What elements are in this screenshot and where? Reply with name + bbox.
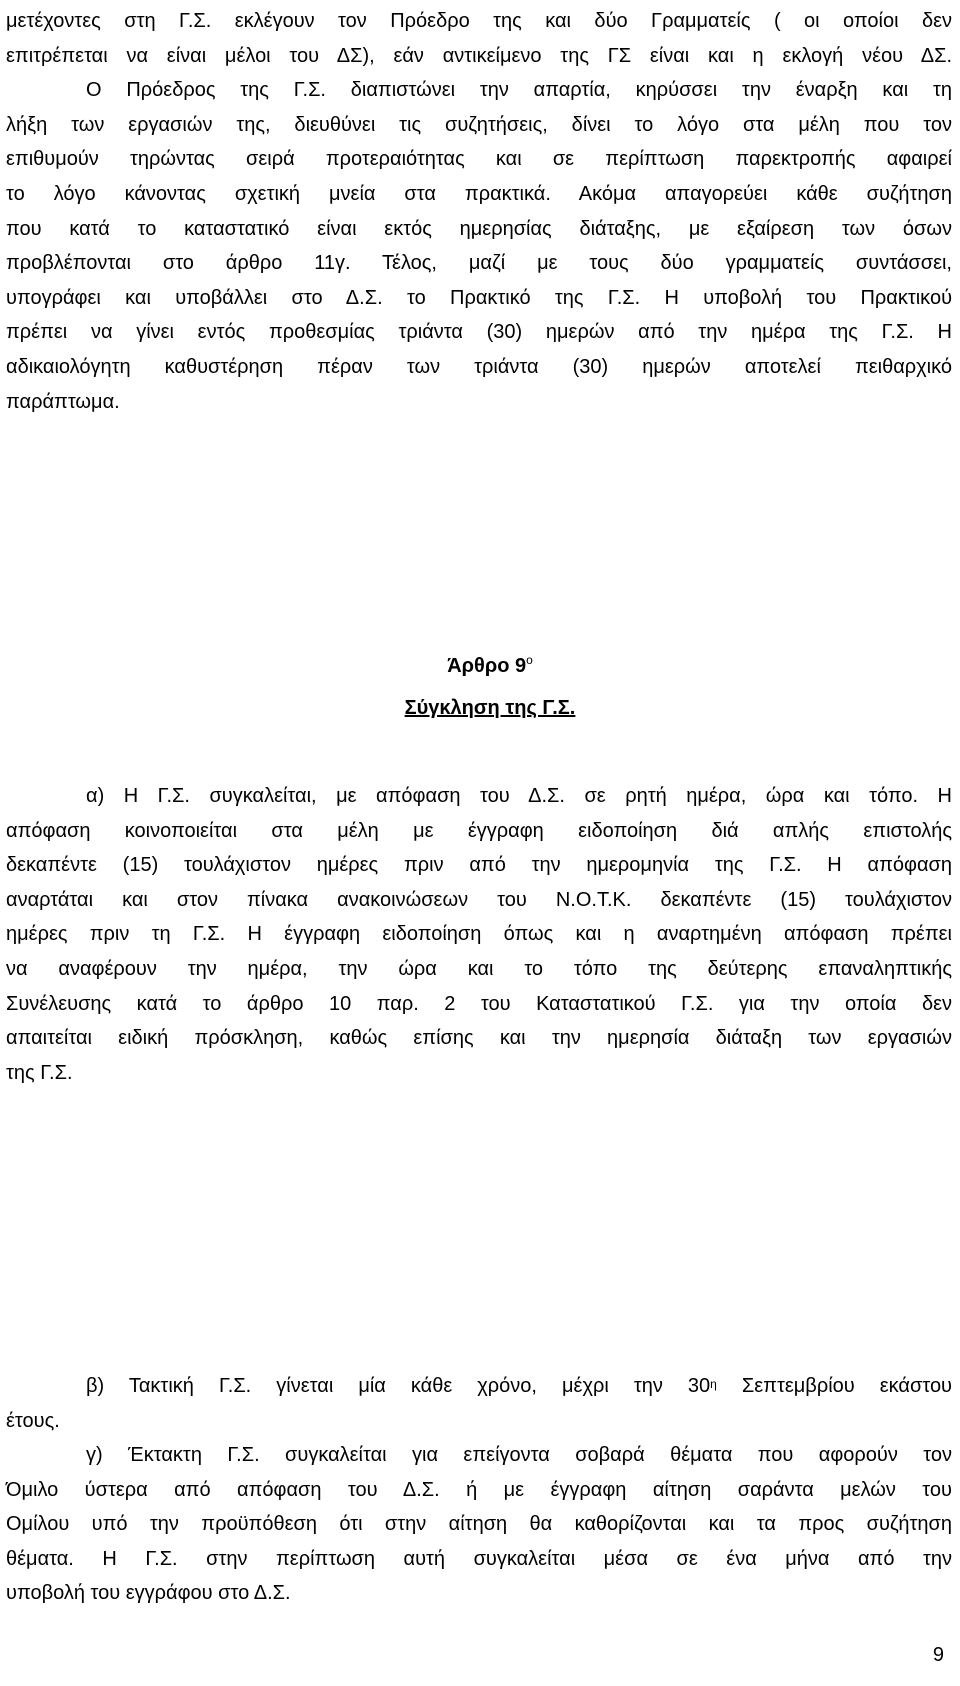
text-line bbox=[6, 1369, 952, 1404]
page-number: 9 bbox=[932, 1644, 944, 1666]
text-line: απαιτείται ειδική πρόσκληση, καθώς επίσης και την ημερησία διάταξη των εργασιών bbox=[6, 1027, 952, 1050]
text-line: πρέπει να γίνει εντός προθεσμίας τριάντα (30) ημερών από την ημέρα της Γ.Σ. Η bbox=[6, 321, 952, 344]
text-line: να αναφέρουν την ημέρα, την ώρα και το τόπο της δεύτερης επαναληπτικής bbox=[6, 957, 952, 980]
text-line: Συνέλευσης κατά το άρθρο 10 παρ. 2 του Καταστατικού Γ.Σ. για την οποία δεν bbox=[6, 992, 952, 1015]
article-title-text: Άρθρο 9 bbox=[447, 655, 527, 677]
text-line: έτους. bbox=[6, 1409, 60, 1432]
superscript: η bbox=[710, 1377, 717, 1391]
text-line: παράπτωμα. bbox=[6, 390, 120, 413]
text-line: απόφαση κοινοποιείται στα μέλη με έγγραφη ειδοποίηση διά απλής επιστολής bbox=[6, 819, 952, 842]
text-line: α) Η Γ.Σ. συγκαλείται, με απόφαση του Δ.Σ. σε ρητή ημέρα, ώρα και τόπο. Η bbox=[86, 785, 952, 807]
text-line: Ομίλου υπό την προϋπόθεση ότι στην αίτηση θα καθορίζονται και τα προς συζήτηση bbox=[6, 1513, 952, 1536]
text-segment: Σεπτεμβρίου εκάστου bbox=[716, 1375, 952, 1397]
text-line: λήξη των εργασιών της, διευθύνει τις συζητήσεις, δίνει το λόγο στα μέλη που τον bbox=[6, 113, 952, 136]
text-line: αναρτάται και στον πίνακα ανακοινώσεων του Ν.Ο.Τ.Κ. δεκαπέντε (15) τουλάχιστον bbox=[6, 888, 952, 911]
text-line: Ο Πρόεδρος της Γ.Σ. διαπιστώνει την απαρτία, κηρύσσει την έναρξη και τη bbox=[86, 79, 952, 102]
text-line: δεκαπέντε (15) τουλάχιστον ημέρες πριν από την ημερομηνία της Γ.Σ. Η απόφαση bbox=[6, 854, 952, 877]
article-subtitle-text: Σύγκληση της Γ.Σ. bbox=[404, 697, 576, 719]
text-line: ημέρες πριν τη Γ.Σ. Η έγγραφη ειδοποίηση όπως και η αναρτημένη απόφαση πρέπει bbox=[6, 923, 952, 946]
text-segment: β) Τακτική Γ.Σ. γίνεται μία κάθε χρόνο, μέχρι την 30 bbox=[86, 1375, 711, 1397]
text-line: της Γ.Σ. bbox=[6, 1061, 73, 1084]
text-line: Όμιλο ύστερα από απόφαση του Δ.Σ. ή με έγγραφη αίτηση σαράντα μελών του bbox=[6, 1478, 952, 1501]
paragraph-a-convocation bbox=[6, 779, 952, 1090]
text-line: το λόγο κάνοντας σχετική μνεία στα πρακτικά. Ακόμα απαγορεύει κάθε συζήτηση bbox=[6, 182, 952, 205]
text-line: επιτρέπεται να είναι μέλοι του ΔΣ), εάν αντικείμενο της ΓΣ είναι και η εκλογή νέου ΔΣ. bbox=[6, 44, 952, 67]
text-line: υποβολή του εγγράφου στο Δ.Σ. bbox=[6, 1582, 291, 1605]
text-line: υπογράφει και υποβάλλει στο Δ.Σ. το Πρακτικό της Γ.Σ. Η υποβολή του Πρακτικού bbox=[6, 286, 952, 309]
paragraph-c-extraordinary-assembly bbox=[6, 1438, 952, 1611]
article-subtitle bbox=[0, 697, 960, 720]
text-line: θέματα. Η Γ.Σ. στην περίπτωση αυτή συγκαλείται μέσα σε ένα μήνα από την bbox=[6, 1547, 952, 1570]
paragraph-general-assembly-chair bbox=[6, 4, 952, 419]
article-title bbox=[0, 655, 960, 678]
text-line: μετέχοντες στη Γ.Σ. εκλέγουν τον Πρόεδρο της και δύο Γραμματείς ( οι οποίοι δεν bbox=[6, 10, 952, 32]
text-line: γ) Έκτακτη Γ.Σ. συγκαλείται για επείγοντα σοβαρά θέματα που αφορούν τον bbox=[86, 1444, 952, 1466]
text-line: που κατά το καταστατικό είναι εκτός ημερησίας διάταξης, με εξαίρεση των όσων bbox=[6, 217, 952, 240]
paragraph-b-regular-assembly bbox=[6, 1369, 952, 1438]
text-line: επιθυμούν τηρώντας σειρά προτεραιότητας και σε περίπτωση παρεκτροπής αφαιρεί bbox=[6, 148, 952, 171]
text-line: προβλέπονται στο άρθρο 11γ. Τέλος, μαζί με τους δύο γραμματείς συντάσσει, bbox=[6, 252, 952, 275]
article-title-superscript: ο bbox=[526, 653, 533, 667]
text-line: αδικαιολόγητη καθυστέρηση πέραν των τριάντα (30) ημερών αποτελεί πειθαρχικό bbox=[6, 355, 952, 378]
